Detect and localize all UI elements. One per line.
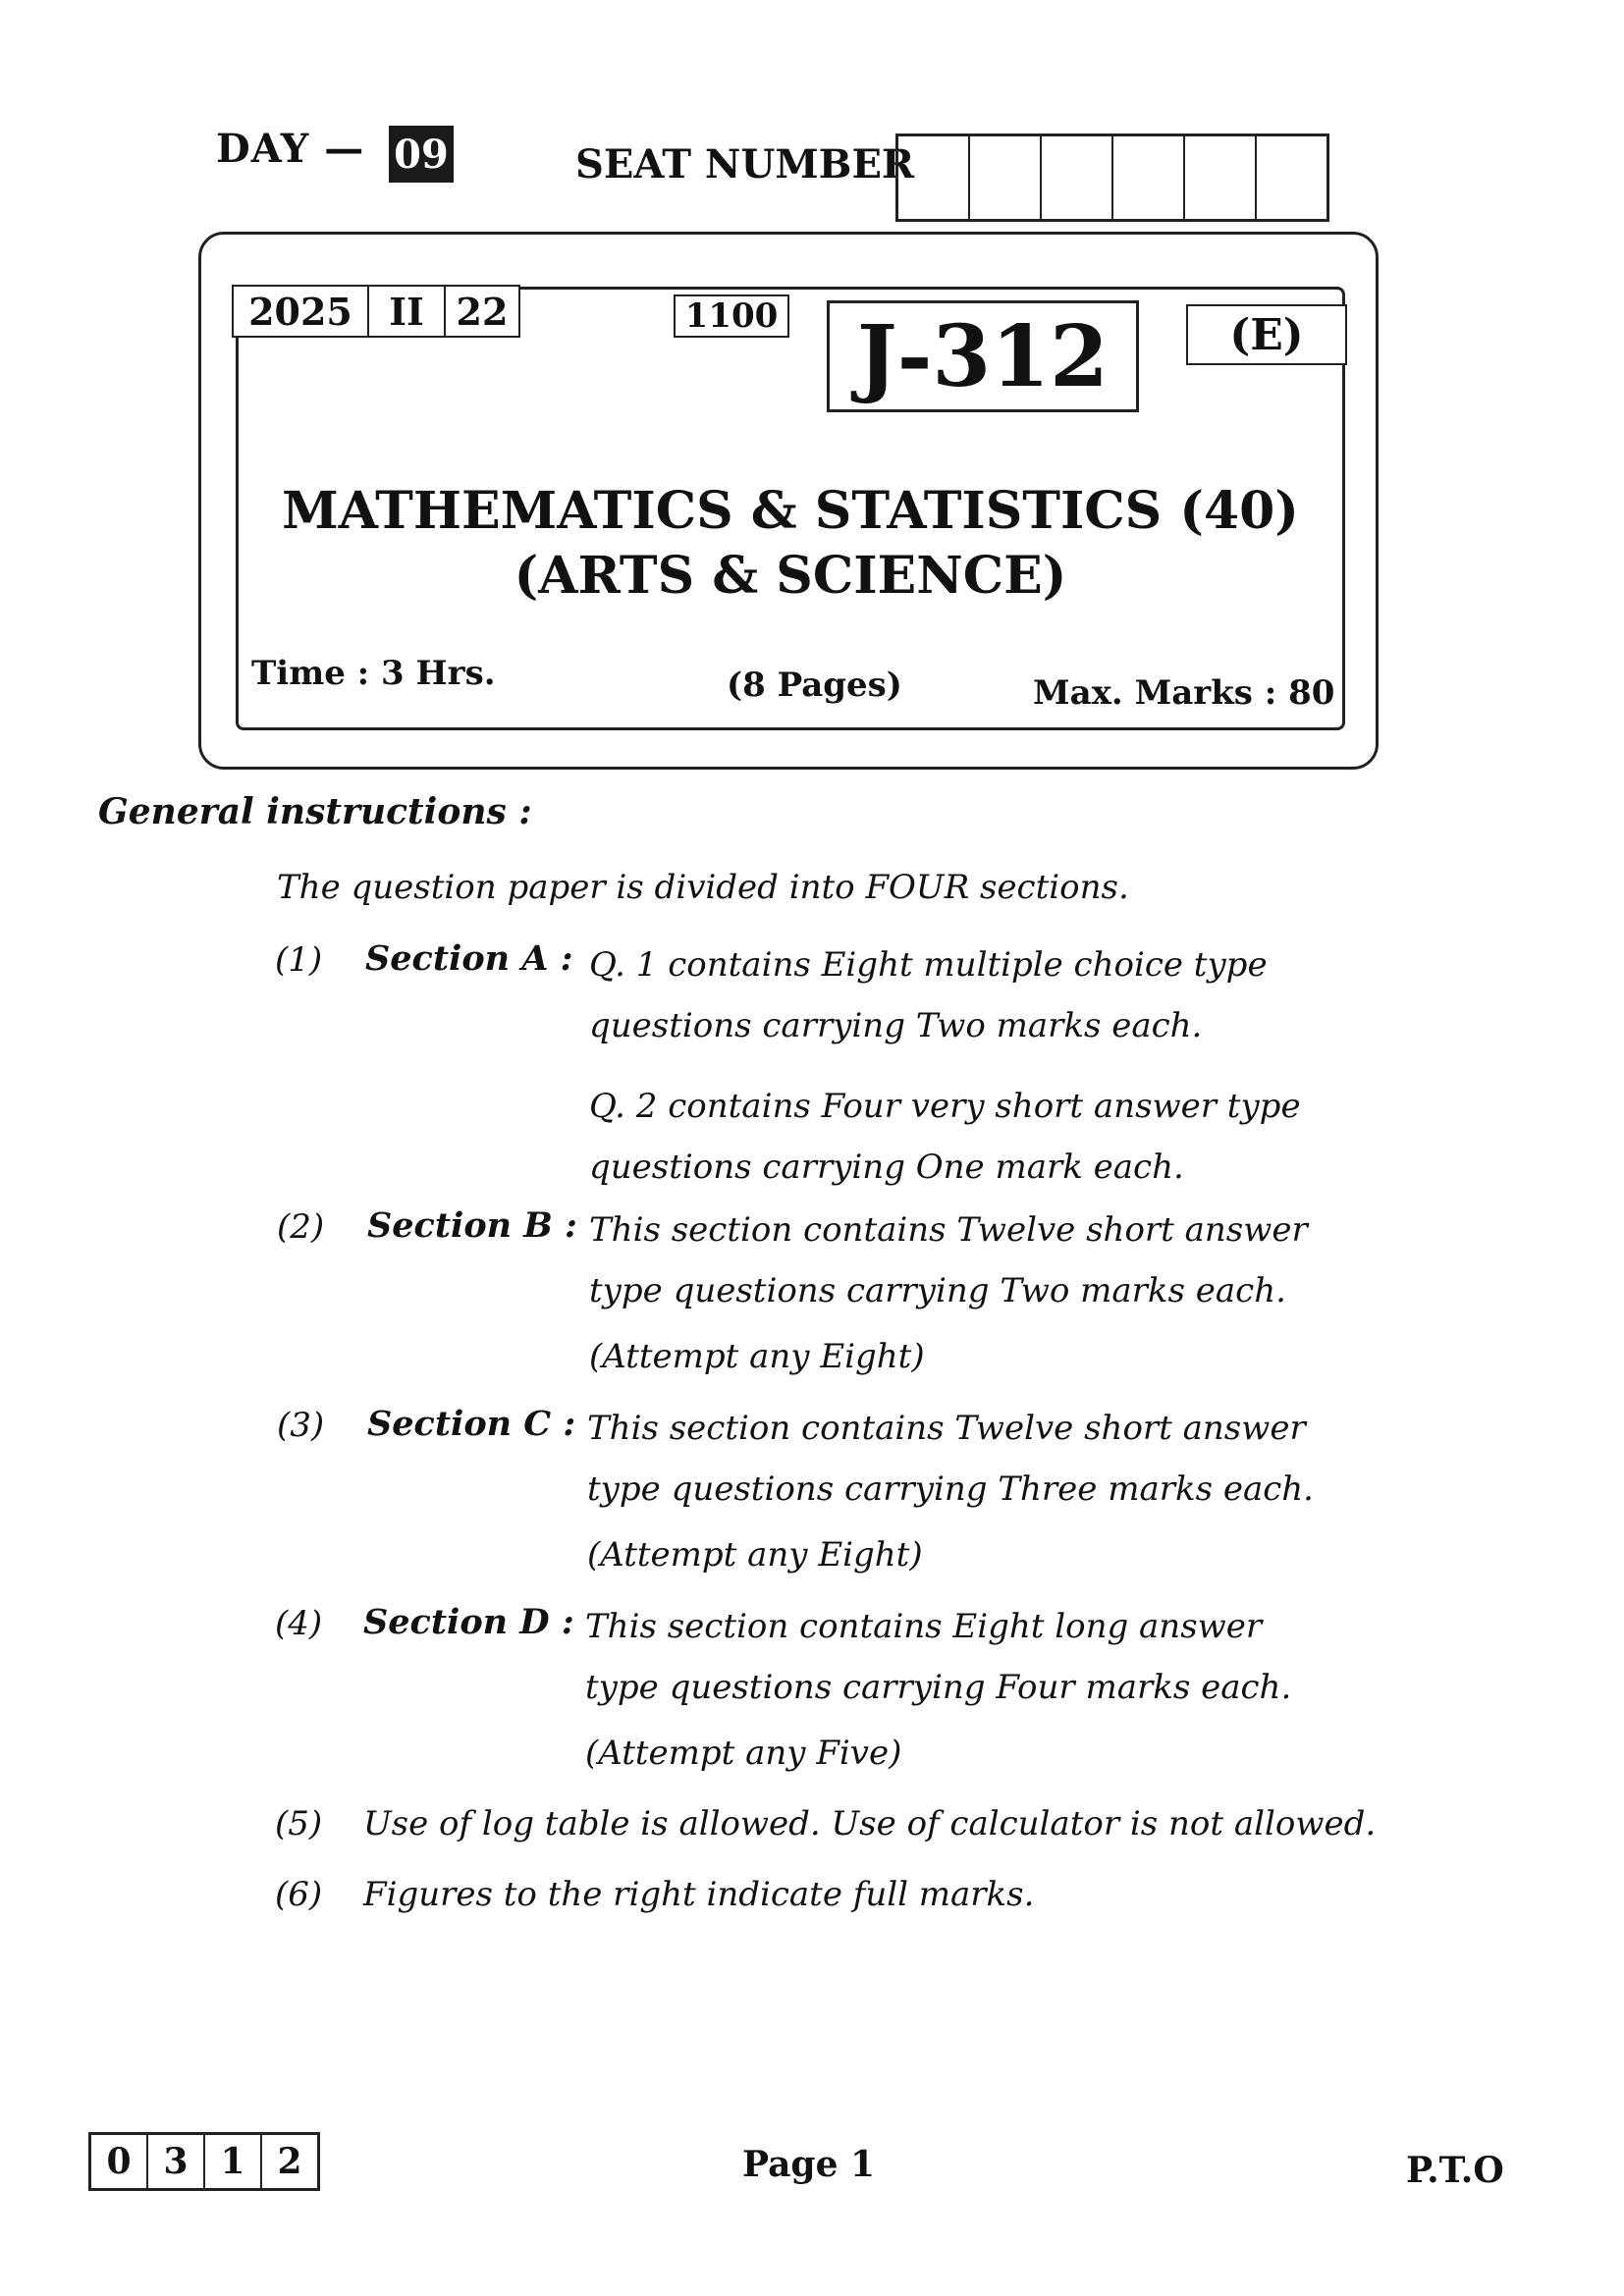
seat-cell — [898, 136, 970, 219]
instruction-text: This section contains Twelve short answer type questions carrying Three marks each. — [587, 1409, 1314, 1509]
instruction-number: (5) — [275, 1804, 323, 1843]
instruction-text: Q. 2 contains Four very short answer type questions carrying One mark each. — [589, 1087, 1301, 1187]
seat-cell — [1113, 136, 1185, 219]
section-label: Section A : — [365, 938, 573, 979]
instruction-number: (1) — [275, 940, 323, 980]
instructions-heading: General instructions : — [98, 791, 532, 832]
year-code: 2025 — [232, 285, 369, 338]
instruction-number: (3) — [277, 1406, 325, 1445]
language-code: (E) — [1186, 304, 1347, 365]
paper-code-boxes — [88, 2132, 320, 2191]
seat-cell — [1185, 136, 1257, 219]
instruction-note: (Attempt any Five) — [585, 1734, 902, 1773]
instruction-text: Use of log table is allowed. Use of calculator is not allowed. — [363, 1804, 1377, 1843]
time-code: 1100 — [674, 294, 789, 338]
instruction-number: (6) — [275, 1875, 323, 1914]
day-label: DAY — — [216, 126, 365, 172]
instruction-text: This section contains Eight long answer type questions carrying Four marks each. — [585, 1607, 1292, 1707]
please-turn-over: P.T.O — [1406, 2150, 1504, 2191]
code-digit: 3 — [148, 2135, 205, 2188]
seat-number-boxes — [895, 133, 1329, 222]
seat-cell — [970, 136, 1042, 219]
instruction-text: Figures to the right indicate full marks. — [363, 1875, 1035, 1914]
time-allowed: Time : 3 Hrs. — [251, 654, 496, 693]
code-digit: 1 — [205, 2135, 262, 2188]
instruction-note: (Attempt any Eight) — [589, 1337, 925, 1376]
page-number: Page 1 — [742, 2144, 876, 2185]
max-marks: Max. Marks : 80 — [1033, 673, 1335, 713]
paper-code: J-312 — [827, 300, 1139, 412]
code-digit: 2 — [277, 2141, 302, 2182]
roman-code: II — [367, 285, 446, 338]
section-label: Section D : — [363, 1602, 574, 1642]
stream-title: (ARTS & SCIENCE) — [514, 546, 1067, 606]
code-digit: 0 — [91, 2135, 148, 2188]
instruction-text: This section contains Twelve short answer type questions carrying Two marks each. — [589, 1210, 1308, 1310]
instructions-intro: The question paper is divided into FOUR sections. — [277, 868, 1129, 907]
section-label: Section B : — [367, 1205, 577, 1246]
number-code: 22 — [444, 285, 520, 338]
day-number: 09 — [389, 126, 454, 183]
instruction-note: (Attempt any Eight) — [587, 1535, 923, 1575]
seat-cell — [1257, 136, 1326, 219]
instruction-text: Q. 1 contains Eight multiple choice type questions carrying Two marks each. — [589, 945, 1268, 1045]
seat-number-label: SEAT NUMBER — [575, 141, 915, 187]
instruction-number: (4) — [275, 1604, 323, 1643]
page-count: (8 Pages) — [727, 666, 902, 705]
seat-cell — [1042, 136, 1113, 219]
subject-title: MATHEMATICS & STATISTICS (40) — [282, 481, 1299, 541]
section-label: Section C : — [367, 1404, 576, 1444]
instruction-number: (2) — [277, 1207, 325, 1247]
